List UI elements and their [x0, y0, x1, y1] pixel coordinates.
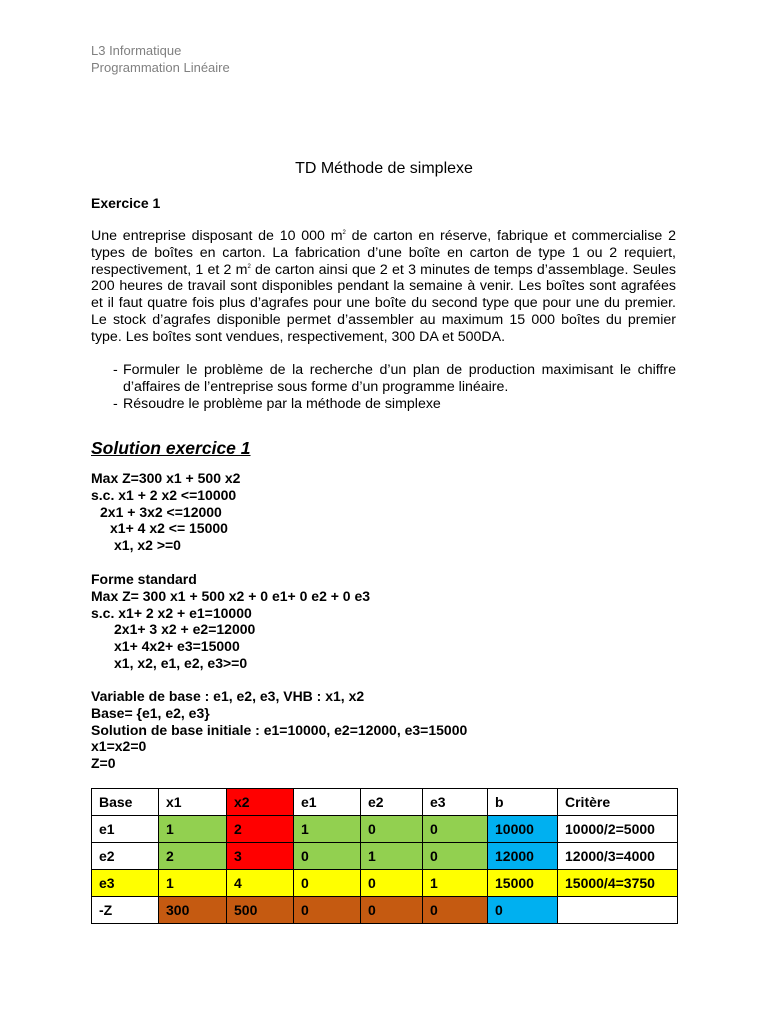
bullet-dash: -: [113, 362, 118, 378]
table-cell: e2: [92, 843, 159, 870]
table-cell: 4: [227, 870, 294, 897]
base-info-line: Solution de base initiale : e1=10000, e2=12000, e3=15000: [91, 721, 468, 738]
table-cell: 0: [361, 816, 423, 843]
table-cell: 15000: [488, 870, 558, 897]
statement-part-1: Une entreprise disposant de 10 000 m: [91, 228, 343, 244]
table-cell: e1: [92, 816, 159, 843]
table-row: [92, 843, 678, 870]
table-row: [92, 870, 678, 897]
table-cell: 12000/3=4000: [558, 843, 678, 870]
model-line: Max Z=300 x1 + 500 x2: [91, 470, 241, 486]
table-cell: 15000/4=3750: [558, 870, 678, 897]
table-cell: 0: [294, 843, 361, 870]
table-cell: 3: [227, 843, 294, 870]
table-cell: 1: [361, 843, 423, 870]
standard-line: s.c. x1+ 2 x2 + e1=10000: [91, 604, 252, 621]
model-line: 2x1 + 3x2 <=12000: [100, 503, 222, 520]
exercise-questions: [91, 362, 676, 412]
base-info: [91, 688, 467, 772]
question-text: Résoudre le problème par la méthode de simplexe: [123, 395, 441, 412]
table-cell: 0: [488, 897, 558, 924]
solution-title: Solution exercice 1: [91, 438, 251, 458]
table-cell: 1: [159, 816, 227, 843]
model-line: x1+ 4 x2 <= 15000: [110, 520, 228, 537]
table-header-cell: Base: [92, 789, 159, 816]
table-header-cell: Critère: [558, 789, 678, 816]
header-course: L3 Informatique: [91, 43, 182, 58]
table-cell: 12000: [488, 843, 558, 870]
table-row: [92, 897, 678, 924]
table-header-cell: b: [488, 789, 558, 816]
standard-line: Max Z= 300 x1 + 500 x2 + 0 e1+ 0 e2 + 0 e3: [91, 587, 371, 604]
table-cell: 0: [423, 897, 488, 924]
table-cell: 10000: [488, 816, 558, 843]
table-header-cell: x2: [227, 789, 294, 816]
table-row: [92, 816, 678, 843]
standard-line: x1, x2, e1, e2, e3>=0: [114, 654, 248, 671]
header-subject: Programmation Linéaire: [91, 60, 230, 75]
base-info-line: Variable de base : e1, e2, e3, VHB : x1, x2: [91, 688, 365, 704]
statement-part-3: de carton ainsi que 2 et 3 minutes de temps d’assemblage. Seules 200 heures de travail sont disponibles pendant la semaine à venir. Les boîtes sont agrafées et il faut quatre fois plus d’agrafes pour une boîte du second type que pour une du premier. Le stock d’agrafes disponible permet d’assembler au maximum 15 000 boîtes du premier type. Les boîtes sont vendues, respectivement, 300 DA et 500DA.: [91, 261, 676, 345]
simplex-table: [91, 788, 678, 924]
standard-line: x1+ 4x2+ e3=15000: [114, 638, 240, 655]
model-line: s.c. x1 + 2 x2 <=10000: [91, 486, 237, 503]
statement-part-2: de carton en réserve, fabrique et commercialise 2 types de boîtes en carton. La fabrication d’une boîte en carton de type 1 ou 2 requiert, respectivement, 1 et 2 m: [91, 228, 676, 278]
table-header-cell: x1: [159, 789, 227, 816]
table-cell: -Z: [92, 897, 159, 924]
table-cell: 0: [361, 897, 423, 924]
table-cell: 1: [423, 870, 488, 897]
table-header-cell: e3: [423, 789, 488, 816]
bullet-dash: -: [113, 395, 118, 412]
table-cell: e3: [92, 870, 159, 897]
table-cell: 0: [423, 816, 488, 843]
base-info-line: Z=0: [91, 755, 116, 772]
exercise-statement: [91, 228, 676, 346]
table-cell: 300: [159, 897, 227, 924]
table-cell: 10000/2=5000: [558, 816, 678, 843]
table-cell: 0: [294, 870, 361, 897]
table-cell: 0: [294, 897, 361, 924]
table-header-row: [92, 789, 678, 816]
table-cell: 0: [361, 870, 423, 897]
superscript-2: 2: [342, 230, 346, 236]
table-cell: 0: [423, 843, 488, 870]
standard-line: 2x1+ 3 x2 + e2=12000: [114, 621, 256, 638]
table-header-cell: e1: [294, 789, 361, 816]
model-line: x1, x2 >=0: [114, 537, 181, 554]
question-text: Formuler le problème de la recherche d’un plan de production maximisant le chiffre d’affaires de l’entreprise sous forme d’un programme linéaire.: [123, 362, 676, 395]
table-cell: [558, 897, 678, 924]
table-cell: 500: [227, 897, 294, 924]
superscript-2: 2: [247, 263, 251, 270]
table-header-cell: e2: [361, 789, 423, 816]
document-title: TD Méthode de simplexe: [295, 160, 473, 177]
linear-model: [91, 470, 240, 554]
exercise-title: Exercice 1: [91, 195, 161, 211]
table-cell: 2: [227, 816, 294, 843]
standard-heading: Forme standard: [91, 571, 197, 587]
base-info-line: Base= {e1, e2, e3}: [91, 704, 210, 721]
list-item: [91, 362, 676, 396]
table-cell: 2: [159, 843, 227, 870]
table-cell: 1: [294, 816, 361, 843]
standard-form: [91, 571, 370, 672]
base-info-line: x1=x2=0: [91, 738, 147, 755]
table-cell: 1: [159, 870, 227, 897]
list-item: [91, 396, 676, 413]
